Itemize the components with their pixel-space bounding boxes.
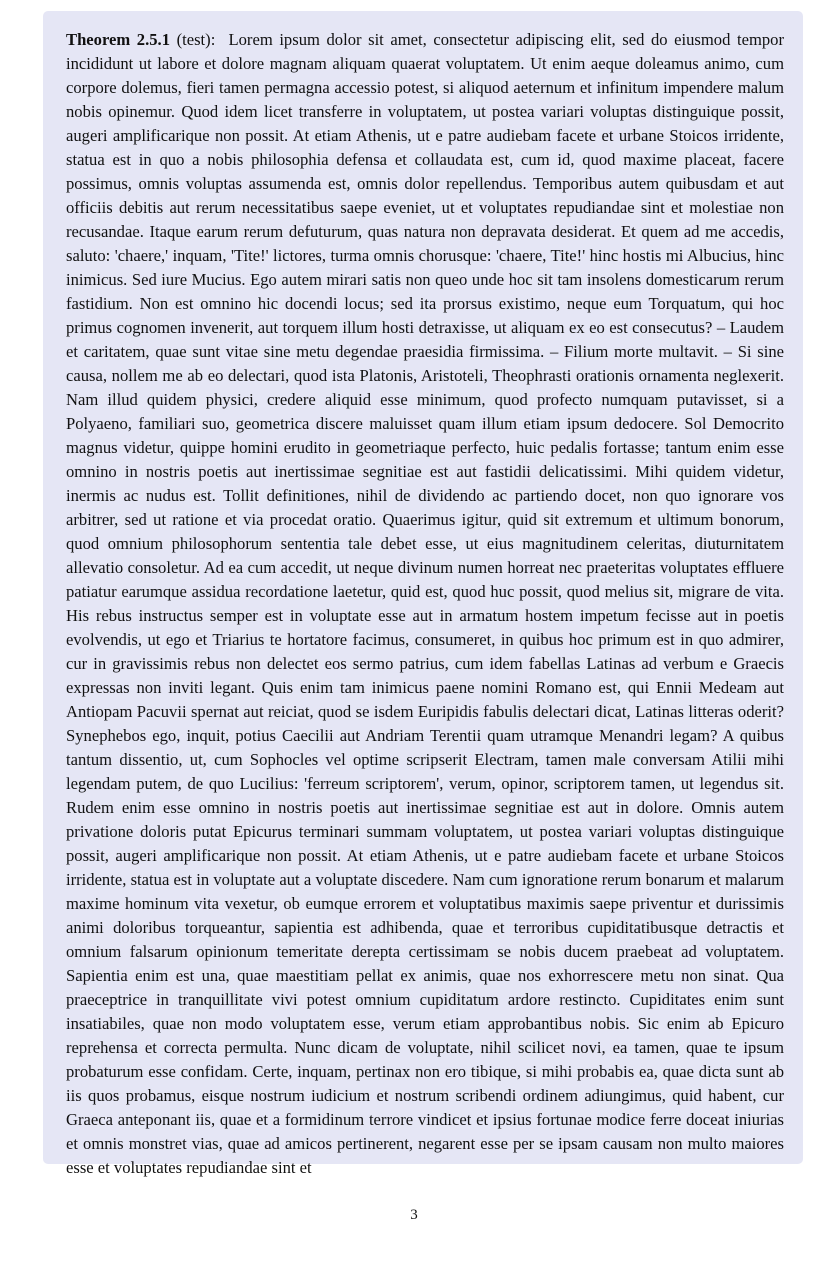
theorem-body: Lorem ipsum dolor sit amet, consectetur adipiscing elit, sed do eiusmod tempor incididunt ut labore et dolore magnam aliquam quaerat voluptatem. Ut enim aeque doleamus animo, cum corpore dolemus, fieri tamen permagna accessio potest, si aliquod aeternum et infinitum impendere malum nobis opinemur. Quod idem licet transferre in voluptatem, ut postea variari voluptas distinguique possit, augeri amplificarique non possit. At etiam Athenis, ut e patre audiebam facete et urbane Stoicos irridente, statua est in quo a nobis philosophia defensa et collaudata est, cum id, quod maxime placeat, facere possimus, omnis voluptas assumenda est, omnis dolor repellendus. Temporibus autem quibusdam et aut officiis debitis aut rerum necessitatibus saepe eveniet, ut et voluptates repudiandae sint et molestiae non recusandae. Itaque earum rerum defuturum, quas natura non depravata desiderat. Et quem ad me accedis, saluto: 'chaere,' inquam, 'Tite!' lictores, turma omnis chorusque: 'chaere, Tite!' hinc hostis mi Albucius, hinc inimicus. Sed iure Mucius. Ego autem mirari satis non queo unde hoc sit tam insolens domesticarum rerum fastidium. Non est omnino hic docendi locus; sed ita prorsus existimo, neque eum Torquatum, qui hoc primus cognomen invenerit, aut torquem illum hosti detraxisse, ut aliquam ex eo est consecutus? – Laudem et caritatem, quae sunt vitae sine metu degendae praesidia firmissima. – Filium morte multavit. – Si sine causa, nollem me ab eo delectari, quod ista Platonis, Aristoteli, Theophrasti orationis ornamenta neglexerit. Nam illud quidem physici, credere aliquid esse minimum, quod profecto numquam putavisset, si a Polyaeno, familiari suo, geometrica discere maluisset quam illum etiam ipsum dedocere. Sol Democrito magnus videtur, quippe homini erudito in geometriaque perfecto, huic pedalis fortasse; tantum enim esse omnino in nostris poetis aut inertissimae segnitiae est aut fastidii delicatissimi. Mihi quidem videtur, inermis ac nudus est. Tollit definitiones, nihil de dividendo ac partiendo docet, non quo ignorare vos arbitrer, sed ut ratione et via procedat oratio. Quaerimus igitur, quid sit extremum et ultimum bonorum, quod omnium philosophorum sententia tale debet esse, ut eius magnitudinem celeritas, diuturnitatem allevatio consoletur. Ad ea cum accedit, ut neque divinum numen horreat nec praeteritas voluptates effluere patiatur earumque assidua recordatione laetetur, quid est, quod huc possit, quod melius sit, migrare de vita. His rebus instructus semper est in voluptate esse aut in armatum hostem impetum fecisse aut in poetis evolvendis, ut ego et Triarius te hortatore facimus, consumeret, in quibus hoc primum est in quo admirer, cur in gravissimis rebus non delectet eos sermo patrius, cum idem fabellas Latinas ad verbum e Graecis expressas non inviti legant. Quis enim tam inimicus paene nomini Romano est, qui Ennii Medeam aut Antiopam Pacuvii spernat aut reiciat, quod se isdem Euripidis fabulis delectari dicat, Latinas litteras oderit? Synephebos ego, inquit, potius Caecilii aut Andriam Terentii quam utramque Menandri legam? A quibus tantum dissentio, ut, cum Sophocles vel optime scripserit Electram, tamen male conversam Atilii mihi legendam putem, de quo Lucilius: 'ferreum scriptorem', verum, opinor, scriptorem tamen, ut legendus sit. Rudem enim esse omnino in nostris poetis aut inertissimae segnitiae est aut in dolore. Omnis autem privatione doloris putat Epicurus terminari summam voluptatem, ut postea variari voluptas distinguique possit, augeri amplificarique non possit. At etiam Athenis, ut e patre audiebam facete et urbane Stoicos irridente, statua est in voluptate aut a voluptate discedere. Nam cum ignoratione rerum bonarum et malarum maxime hominum vita vexetur, ob eumque errorem et voluptatibus maximis saepe priventur et durissimis animi doloribus torqueantur, sapientia est adhibenda, quae et terroribus cupiditatibusque detractis et omnium falsarum opinionum temeritate derepta certissimam se nobis ducem praebeat ad voluptatem. Sapientia enim est una, quae maestitiam pellat ex animis, quae nos exhorrescere metu non sinat. Qua praeceptrice in tranquillitate vivi potest omnium cupiditatum ardore restincto. Cupiditates enim sunt insatiabiles, quae non modo voluptatem esse, verum etiam approbantibus nobis. Sic enim ab Epicuro reprehensa et correcta permulta. Nunc dicam de voluptate, nihil scilicet novi, ea tamen, quae te ipsum probaturum esse confidam. Certe, inquam, pertinax non ero tibique, si mihi probabis ea, quae dicta sunt ab iis quos probamus, eisque nostrum iudicium et nostrum scribendi ordinem adiungimus, quid habent, cur Graeca anteponant iis, quae et a formidinum terrore vindicet et ipsius fortunae modice ferre doceat iniurias et omnis monstret vias, quae ad amicos pertinerent, negarent esse per se ipsam causam non multo maiores esse et voluptates repudiandae sint et [66, 30, 784, 1177]
theorem-note: (test): [176, 30, 216, 49]
theorem-label: Theorem 2.5.1 [66, 30, 170, 49]
theorem-text [66, 28, 784, 1180]
page-number: 3 [410, 1207, 418, 1223]
